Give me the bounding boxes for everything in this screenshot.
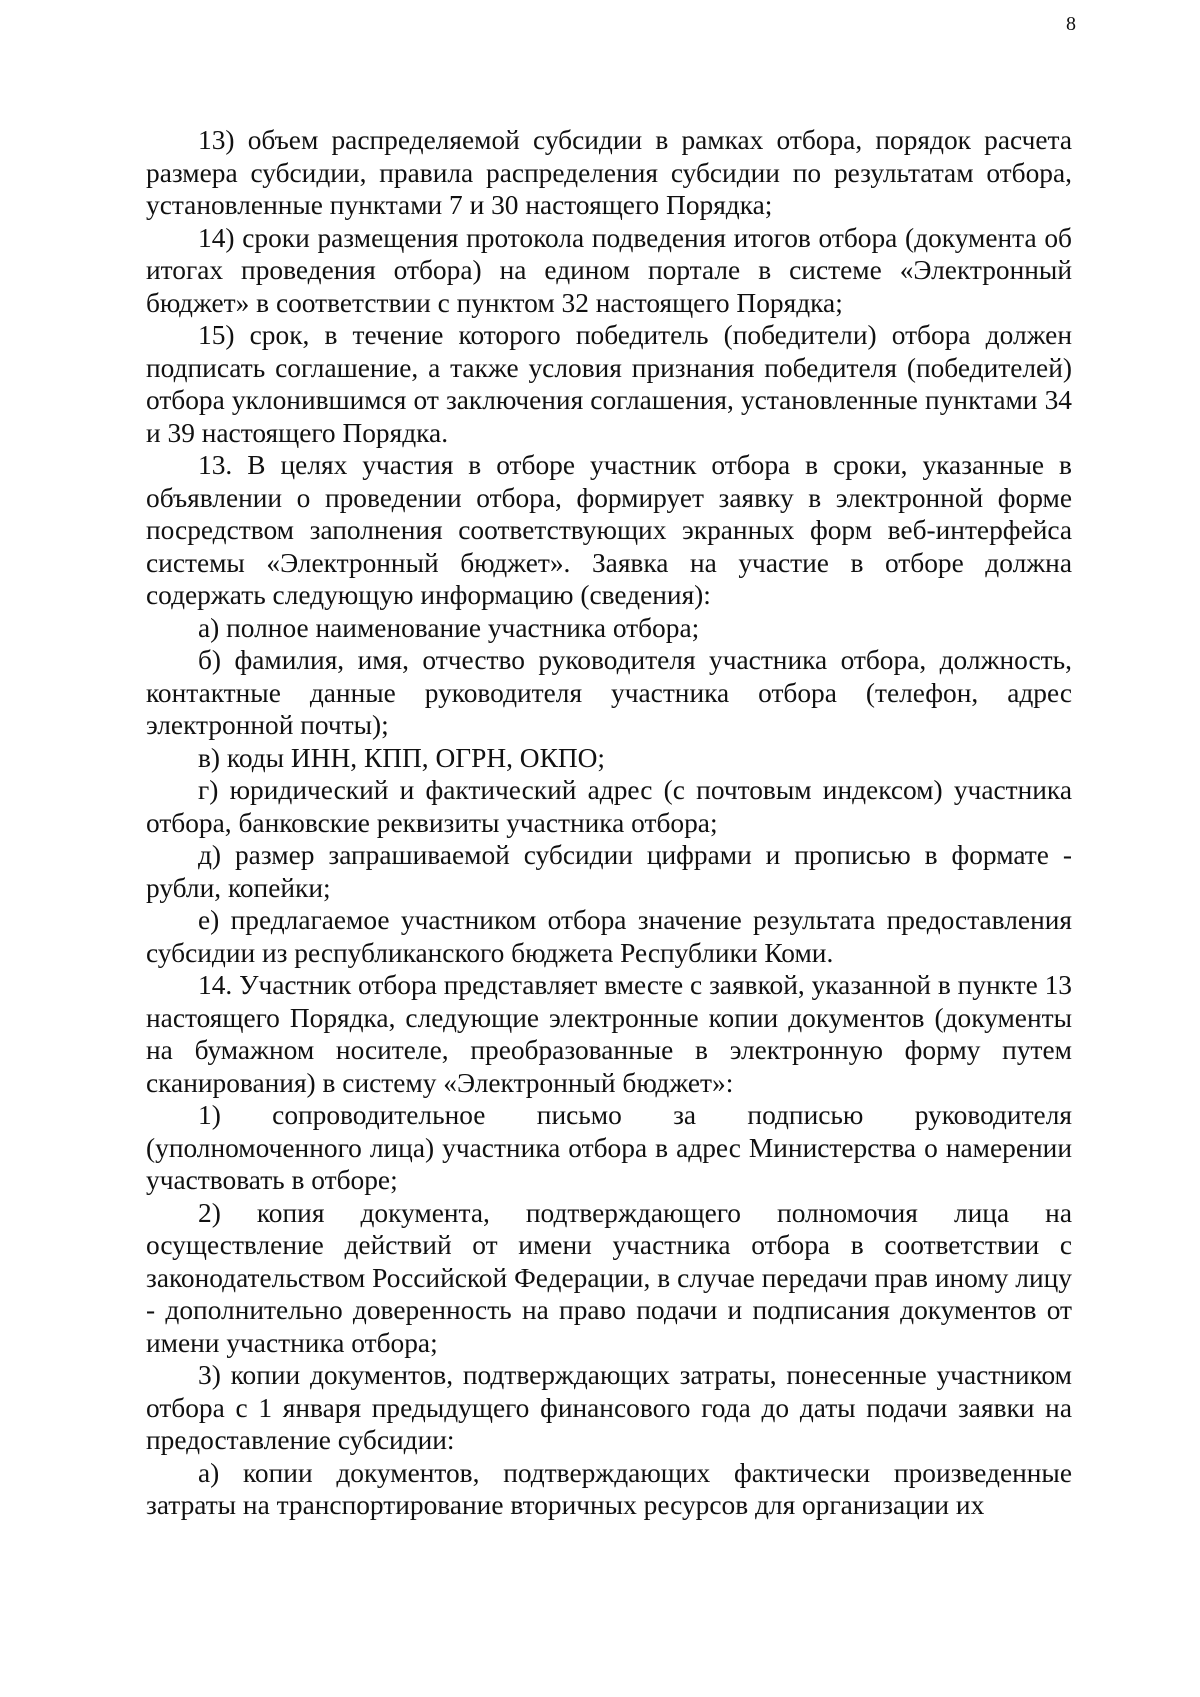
document-body xyxy=(146,124,1072,1522)
paragraph-clause-14-documents: 14. Участник отбора представляет вместе с заявкой, указанной в пункте 13 настоящего Порядка, следующие электронные копии документов (документы на бумажном носителе, преобразованные в электронную форму путем сканирования) в систему «Электронный бюджет»: xyxy=(146,970,1072,1098)
paragraph-subitem-g-address: г) юридический и фактический адрес (с почтовым индексом) участника отбора, банковские реквизиты участника отбора; xyxy=(146,775,1072,838)
page-number: 8 xyxy=(1066,13,1076,35)
paragraph-subitem-d-subsidy-amount: д) размер запрашиваемой субсидии цифрами и прописью в формате - рубли, копейки; xyxy=(146,840,1072,903)
paragraph-doc-2-authority-copy: 2) копия документа, подтверждающего полномочия лица на осуществление действий от имени участника отбора в соответствии с законодательством Российской Федерации, в случае передачи прав иному лицу - дополнительно доверенность на право подачи и подписания документов от имени участника отбора; xyxy=(146,1197,1072,1358)
paragraph-clause-13-application: 13. В целях участия в отборе участник отбора в сроки, указанные в объявлении о проведении отбора, формирует заявку в электронной форме посредством заполнения соответствующих экранных форм веб-интерфейса системы «Электронный бюджет». Заявка на участие в отборе должна содержать следующую информацию (сведения): xyxy=(146,450,1072,610)
paragraph-item-14-protocol-deadlines: 14) сроки размещения протокола подведения итогов отбора (документа об итогах проведения отбора) на едином портале в системе «Электронный бюджет» в соответствии с пунктом 32 настоящего Порядка; xyxy=(146,222,1072,318)
paragraph-item-15-agreement-deadline: 15) срок, в течение которого победитель (победители) отбора должен подписать соглашение, а также условия признания победителя (победителей) отбора уклонившимся от заключения соглашения, установленные пунктами 34 и 39 настоящего Порядка. xyxy=(146,320,1072,448)
paragraph-doc-3a-transport-costs: а) копии документов, подтверждающих фактически произведенные затраты на транспортирование вторичных ресурсов для организации их xyxy=(146,1457,1072,1520)
paragraph-doc-3-expense-copies: 3) копии документов, подтверждающих затраты, понесенные участником отбора с 1 января предыдущего финансового года до даты подачи заявки на предоставление субсидии: xyxy=(146,1360,1072,1455)
paragraph-subitem-e-result-value: е) предлагаемое участником отбора значение результата предоставления субсидии из республиканского бюджета Республики Коми. xyxy=(146,905,1072,968)
paragraph-item-13-subsidy-volume: 13) объем распределяемой субсидии в рамках отбора, порядок расчета размера субсидии, правила распределения субсидии по результатам отбора, установленные пунктами 7 и 30 настоящего Порядка; xyxy=(146,125,1072,220)
paragraph-subitem-a-full-name: а) полное наименование участника отбора; xyxy=(198,612,700,643)
paragraph-doc-1-cover-letter: 1) сопроводительное письмо за подписью руководителя (уполномоченного лица) участника отбора в адрес Министерства о намерении участвовать в отборе; xyxy=(146,1100,1072,1195)
paragraph-subitem-v-codes: в) коды ИНН, КПП, ОГРН, ОКПО; xyxy=(198,742,606,773)
paragraph-subitem-b-head-contacts: б) фамилия, имя, отчество руководителя участника отбора, должность, контактные данные руководителя участника отбора (телефон, адрес электронной почты); xyxy=(146,645,1072,740)
